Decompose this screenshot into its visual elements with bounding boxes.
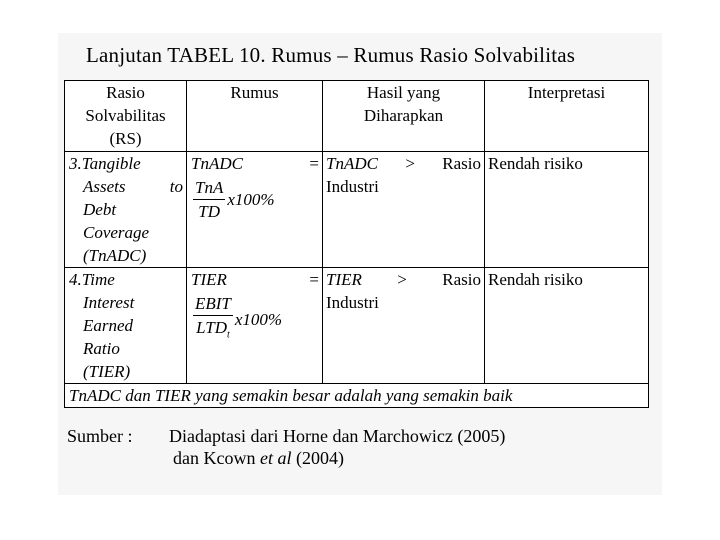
interpretasi-cell: Rendah risiko (485, 152, 649, 268)
formula-fraction: $\frac{\text{EBIT}}{LTD_t}$ x100% (195, 294, 283, 341)
header-hasil: Hasil yang Diharapkan (323, 81, 485, 152)
formula-name: TIER (191, 270, 227, 289)
table-title: Lanjutan TABEL 10. Rumus – Rumus Rasio Solvabilitas (86, 43, 576, 67)
equals-sign: = (309, 270, 319, 289)
rumus-cell (187, 268, 323, 384)
interpretasi-cell: Rendah risiko (485, 268, 649, 384)
table-row (65, 268, 649, 384)
source-citation: Sumber : Diadaptasi dari Horne dan Marchowicz (2005) dan Kcown et al (2004) (67, 426, 506, 468)
equals-sign: = (309, 154, 319, 173)
hasil-cell: TnADC > Rasio Industri (323, 152, 485, 268)
note-row (65, 384, 649, 408)
formula-name: TnADC (191, 154, 243, 173)
hasil-cell: TIER > Rasio Industri (323, 268, 485, 384)
formula-fraction: $\frac{\text{TnA}}{TD}$ x100% (195, 178, 275, 221)
header-interpretasi: Interpretasi (485, 81, 649, 152)
rs-cell: 3.Tangible Assets to Debt Coverage (TnADC) (65, 152, 187, 268)
solvency-ratio-table (64, 80, 649, 408)
rumus-cell (187, 152, 323, 268)
table-row (65, 152, 649, 268)
rs-cell: 4.Time Interest Earned Ratio (TIER) (65, 268, 187, 384)
header-rs: Rasio Solvabilitas (RS) (65, 81, 187, 152)
table-note: TnADC dan TIER yang semakin besar adalah yang semakin baik (65, 384, 649, 408)
header-row (65, 81, 649, 152)
header-rumus: Rumus (187, 81, 323, 152)
